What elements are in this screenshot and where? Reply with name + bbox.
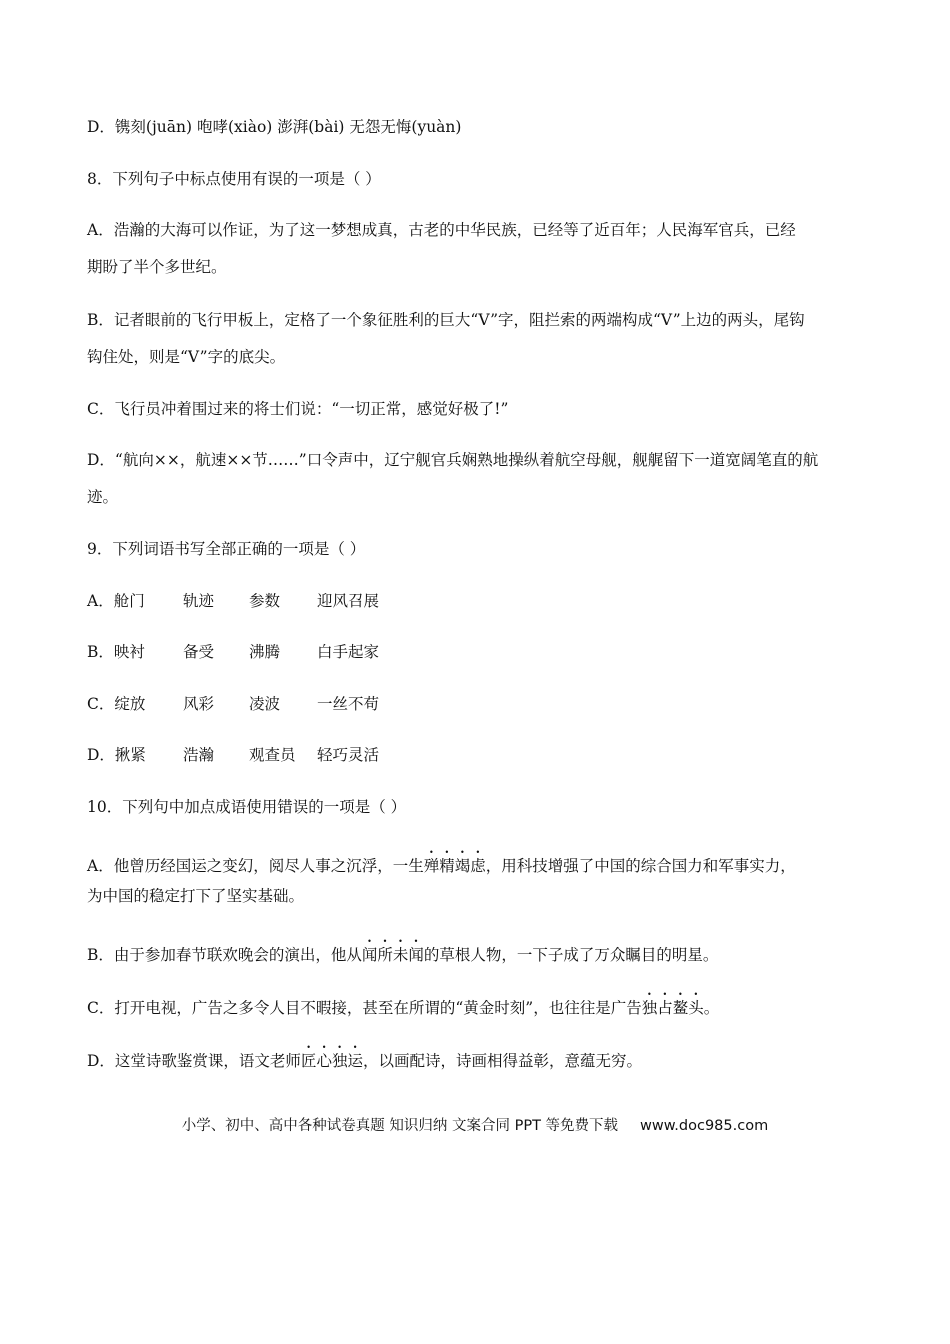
q10-option-b-idiom: 闻所未闻 (361, 946, 424, 964)
q8-option-b-line1: B．记者眼前的飞行甲板上，定格了一个象征胜利的巨大“V”字，阻拦索的两端构成“V”上边的两头，尾钩 (87, 311, 805, 329)
q8-stem: 8．下列句子中标点使用有误的一项是（ ） (87, 170, 381, 188)
q9-option-c-word2: 风彩 (183, 695, 215, 713)
q10-option-b-post: 的草根人物，一下子成了万众瞩目的明星。 (423, 946, 719, 964)
q8-option-a-line2: 期盼了半个多世纪。 (87, 258, 227, 276)
q10-option-c-pre: C．打开电视，广告之多令人目不暇接，甚至在所谓的“黄金时刻”，也往往是广告 (87, 999, 642, 1017)
q9-option-c-word3: 凌波 (249, 695, 281, 713)
q9-option-c-word4: 一丝不苟 (317, 695, 380, 713)
q9-option-d-word1: D．揪紧 (87, 746, 146, 764)
q10-option-c-idiom: 独占鳌头 (641, 999, 704, 1017)
q8-option-a-line1: A．浩瀚的大海可以作证，为了这一梦想成真，古老的中华民族，已经等了近百年；人民海军官兵，已经 (87, 221, 796, 239)
q9-option-d-word3: 观查员 (249, 746, 296, 764)
q10-option-c-post: 。 (703, 999, 720, 1017)
q9-option-d-word4: 轻巧灵活 (317, 746, 380, 764)
q7-option-d: D．镌刻(juān) 咆哮(xiào) 澎湃(bài) 无怨无悔(yuàn) (87, 118, 462, 136)
q10-option-a-post: ，用科技增强了中国的综合国力和军事实力， (485, 857, 796, 875)
q10-option-d-idiom: 匠心独运 (300, 1052, 363, 1070)
page-footer (0, 1116, 950, 1136)
footer-url-link[interactable]: www.doc985.com (640, 1118, 769, 1134)
q10-stem: 10．下列句中加点成语使用错误的一项是（ ） (87, 798, 407, 816)
q10-option-d-post: ，以画配诗，诗画相得益彰，意蕴无穷。 (362, 1052, 642, 1070)
q9-option-b-word3: 沸腾 (249, 643, 281, 661)
q10-option-d (87, 1043, 642, 1072)
q9-option-a-word3: 参数 (249, 592, 281, 610)
q8-option-c: C．飞行员冲着围过来的将士们说：“一切正常，感觉好极了!” (87, 400, 509, 418)
q9-option-b (87, 641, 379, 663)
q10-option-a-idiom: 殚精竭虑 (423, 857, 486, 875)
q9-option-b-word1: B．映衬 (87, 643, 145, 661)
footer-text: 小学、初中、高中各种试卷真题 知识归纳 文案合同 PPT 等免费下载 (181, 1118, 619, 1134)
q9-option-c (87, 693, 379, 715)
q10-option-b-pre: B．由于参加春节联欢晚会的演出，他从 (87, 946, 362, 964)
q9-option-a-word4: 迎风召展 (317, 592, 380, 610)
q9-option-c-word1: C．绽放 (87, 695, 146, 713)
q10-option-d-pre: D．这堂诗歌鉴赏课，语文老师 (87, 1052, 301, 1070)
q9-option-a (87, 590, 379, 612)
q8-option-d-line2: 迹。 (87, 488, 119, 506)
q10-option-a-pre: A．他曾历经国运之变幻，阅尽人事之沉浮，一生 (87, 857, 424, 875)
q9-option-a-word2: 轨迹 (183, 592, 215, 610)
q9-option-b-word2: 备受 (183, 643, 215, 661)
q10-option-b (87, 937, 718, 966)
q9-option-d (87, 744, 379, 766)
q9-stem: 9．下列词语书写全部正确的一项是（ ） (87, 540, 366, 558)
q9-option-a-word1: A．舱门 (87, 592, 145, 610)
q10-option-a-line1 (87, 848, 796, 877)
q10-option-a-line2: 为中国的稳定打下了坚实基础。 (87, 887, 305, 905)
q9-option-d-word2: 浩瀚 (183, 746, 215, 764)
q8-option-b-line2: 钩住处，则是“V”字的底尖。 (87, 348, 286, 366)
q8-option-d-line1: D．“航向××，航速××节……”口令声中，辽宁舰官兵娴熟地操纵着航空母舰，舰艉留下一道宽阔笔直的航 (87, 451, 819, 469)
q10-option-c (87, 990, 719, 1019)
q9-option-b-word4: 白手起家 (317, 643, 380, 661)
